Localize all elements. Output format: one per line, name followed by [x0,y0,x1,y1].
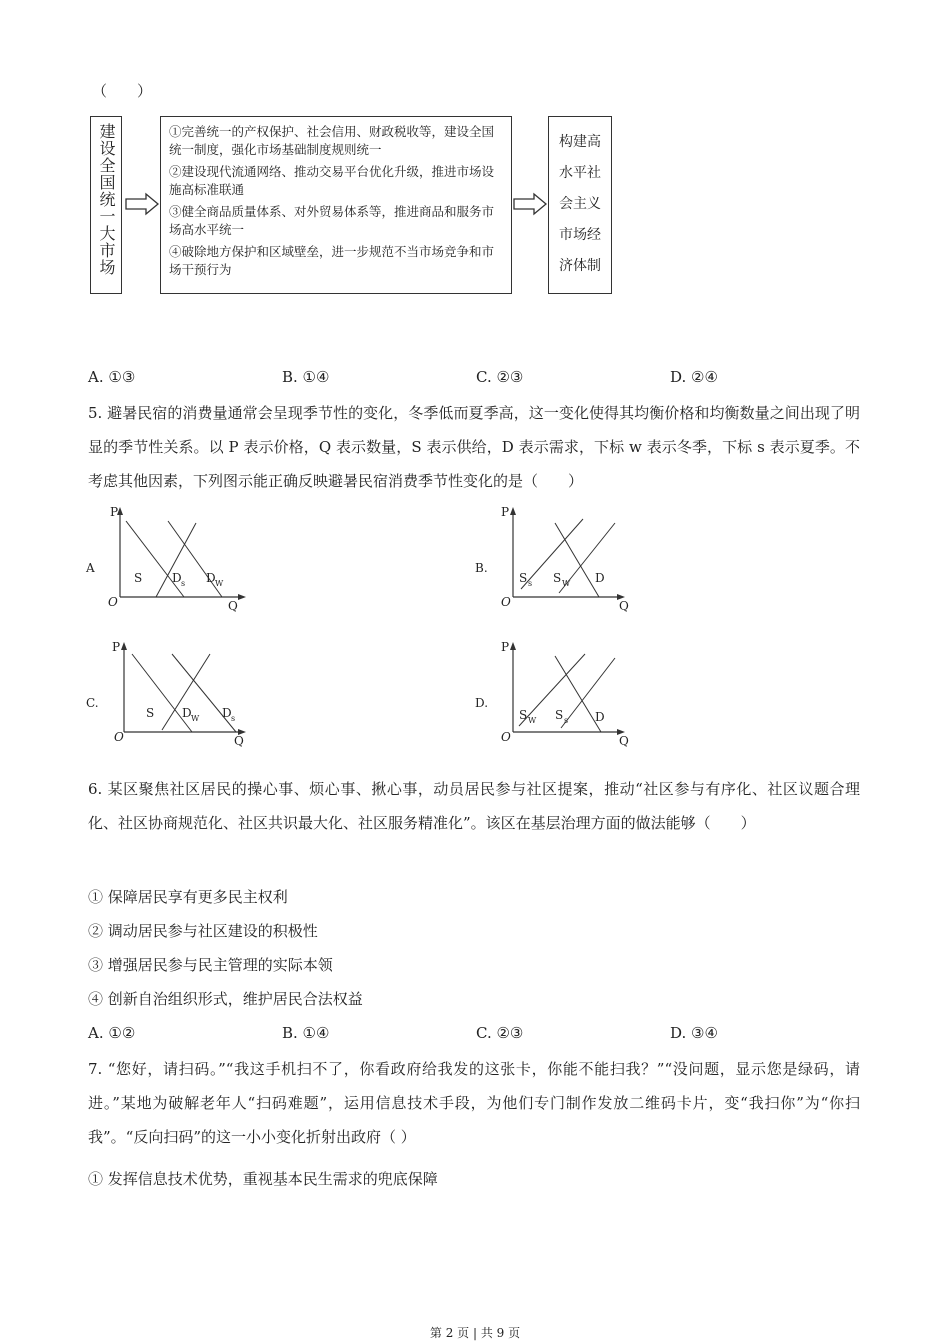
flow-item-2: ②建设现代流通网络、推动交易平台优化升级，推进市场设施高标准联通 [169,164,495,197]
q6-option-a: A. ①② [88,1024,136,1042]
graph-a-label-s: S [134,571,143,585]
graph-d-label-s-sub: W [528,716,537,725]
graph-a [86,505,266,615]
flow-left-box [90,116,122,294]
graph-d-axis-q: Q [619,734,629,748]
q6-option-d: D. ③④ [670,1024,718,1042]
graph-d-label-s: S [519,708,528,722]
graph-c-label-d2-sub: s [231,714,236,723]
q4-option-d: D. ②④ [670,368,718,386]
q7-stem: 7. “您好，请扫码。”“我这手机扫不了，你看政府给我发的这张卡，你能不能扫我？”“没问题，显示您是绿码，请进。”某地为破解老年人“扫码难题”，运用信息技术手段，为他们专门制作发放二维码卡片，变“我扫你”为“你扫我”。“反向扫码”的这一小小变化折射出政府（ ） [88,1060,860,1146]
q4-bracket: （ ） [92,82,153,100]
flow-item-4: ④破除地方保护和区域壁垒，进一步规范不当市场竞争和市场干预行为 [169,244,495,277]
flow-middle-box [160,116,512,294]
flow-arrow-2-icon [512,192,548,216]
q4-option-a: A. ①③ [88,368,136,386]
graph-c-label-d-sub: W [191,714,200,723]
graph-b-option: B. [475,561,488,575]
graph-a-label-d2-sub: W [215,579,224,588]
q6-item-3: ③ 增强居民参与民主管理的实际本领 [88,956,333,974]
graph-a-axis-p: P [110,505,119,519]
graph-c-label-d: D [182,706,192,720]
flow-right-line-3: 会主义 [559,196,601,212]
graph-c-origin: O [114,730,124,744]
q6-option-c: C. ②③ [476,1024,524,1042]
graph-b [475,505,655,615]
graph-d-axis-p: P [501,640,510,654]
graph-b-label-s: S [519,571,528,585]
q7-item-1: ① 发挥信息技术优势，重视基本民生需求的兜底保障 [88,1170,438,1188]
graph-b-label-s-sub: s [528,579,533,588]
graph-c-axis-q: Q [234,734,244,748]
graph-b-axis-q: Q [619,599,629,613]
graph-b-label-d: D [595,571,605,585]
q6-option-b: B. ①④ [282,1024,330,1042]
q6-item-1: ① 保障居民享有更多民主权利 [88,888,288,906]
graph-d-option: D. [475,696,489,710]
graph-b-label-s2-sub: W [562,579,571,588]
q6-item-2: ② 调动居民参与社区建设的积极性 [88,922,318,940]
flow-item-3: ③健全商品质量体系、对外贸易体系等，推进商品和服务市场高水平统一 [169,204,495,237]
graph-a-label-d2: D [206,571,216,585]
graph-c-option: C. [86,696,99,710]
graph-d-label-d: D [595,710,605,724]
q4-option-b: B. ①④ [282,368,330,386]
graph-a-origin: O [108,595,118,609]
flow-right-line-2: 水平社 [559,165,601,181]
flow-right-box [548,116,612,294]
graph-a-label-d: D [172,571,182,585]
flow-left-text: 建设全国统一大市场 [97,123,116,276]
q5-stem: 5. 避暑民宿的消费量通常会呈现季节性的变化，冬季低而夏季高，这一变化使得其均衡价格和均衡数量之间出现了明显的季节性关系。以 P 表示价格，Q 表示数量，S 表示供给，D 表示需求，下标 w 表示冬季，下标 s 表示夏季。不考虑其他因素，下列图示能正确反映避暑民宿消费季节性变化的是（ ） [88,404,860,490]
page-footer: 第 2 页 | 共 9 页 [429,1326,521,1340]
q6-item-4: ④ 创新自治组织形式，维护居民合法权益 [88,990,363,1008]
flow-arrow-1-icon [124,192,160,216]
graph-c [86,640,266,750]
graph-a-label-d-sub: s [181,579,186,588]
graph-a-axis-q: Q [228,599,238,613]
q6-stem: 6. 某区聚焦社区居民的操心事、烦心事、揪心事，动员居民参与社区提案，推动“社区参与有序化、社区议题合理化、社区协商规范化、社区共识最大化、社区服务精准化”。该区在基层治理方面的做法能够（ ） [88,780,860,832]
flow-right-line-5: 济体制 [559,258,601,274]
graph-c-label-d2: D [222,706,232,720]
flow-right-line-4: 市场经 [559,227,601,243]
graph-c-label-s: S [146,706,155,720]
graph-b-axis-p: P [501,505,510,519]
flow-item-1: ①完善统一的产权保护、社会信用、财政税收等，建设全国统一制度，强化市场基础制度规则统一 [169,124,495,157]
graph-a-option: A [86,561,95,575]
graph-d-label-s2: S [555,708,564,722]
flow-right-line-1: 构建高 [559,134,601,150]
graph-c-axis-p: P [112,640,121,654]
graph-b-label-s2: S [553,571,562,585]
graph-d-origin: O [501,730,511,744]
graph-d [475,640,655,750]
q4-option-c: C. ②③ [476,368,524,386]
graph-b-origin: O [501,595,511,609]
graph-d-label-s2-sub: s [564,716,569,725]
